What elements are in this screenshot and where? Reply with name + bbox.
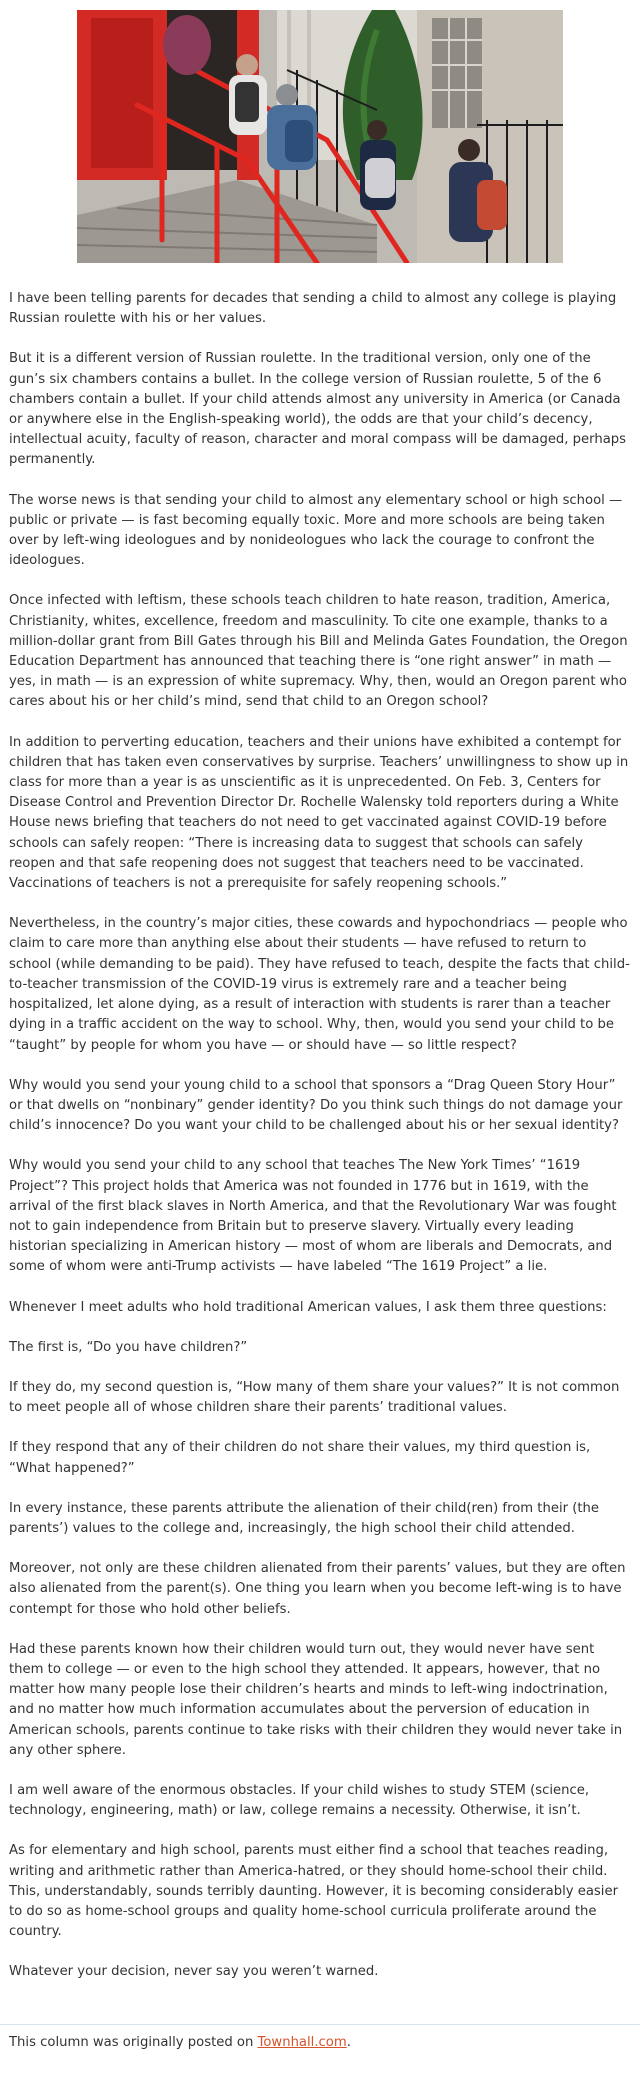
paragraph: The worse news is that sending your child to almost any elementary school or high school — public or private — is fast becoming equally toxic. More and more schools are being taken over by left-wing ideologues and by nonideologues who lack the courage to confront the ideologues. (9, 492, 623, 569)
paragraph: I am well aware of the enormous obstacles. If your child wishes to study STEM (science, technology, engineering, math) or law, college remains a necessity. Otherwise, it isn’t. (9, 1782, 590, 1819)
paragraph: In every instance, these parents attribute the alienation of their child(ren) from their (the parents’) values to the college and, increasingly, the high school their child attended. (9, 1500, 600, 1536)
article-body (9, 289, 631, 2073)
paragraph: Whenever I meet adults who hold traditional American values, I ask them three questions: (9, 1299, 607, 1315)
paragraph: As for elementary and high school, parents must either find a school that teaches reading, writing and arithmetic rather than America-hatred, or they should home-school their child. This, understandably, sounds terribly daunting. However, it is becoming considerably easier to do so as home-school groups and quality home-school curricula proliferate around the country. (9, 1843, 618, 1940)
schoolchildren-entering-school-photo (77, 10, 563, 263)
paragraph: I have been telling parents for decades that sending a child to almost any college is playing Russian roulette with his or her values. (9, 291, 617, 327)
paragraph: Had these parents known how their children would turn out, they would never have sent them to college — or even to the high school they attended. It appears, however, that no matter how many people lose their children’s hearts and minds to left-wing indoctrination, and no matter how much information accumulates about the perversion of education in American schools, parents continue to take risks with their children they would never take in any other sphere. (9, 1641, 623, 1758)
paragraph: The first is, “Do you have children?” (9, 1339, 248, 1355)
paragraph: In addition to perverting education, teachers and their unions have exhibited a contempt for children that has taken even conservatives by surprise. Teachers’ unwillingness to show up in class for more than a year is as unscientific as it is unprecedented. On Feb. 3, Centers for Disease Control and Prevention Director Dr. Rochelle Walensky told reporters during a White House news briefing that teachers do not need to get vaccinated against COVID-19 before schools can safely reopen: “There is increasing data to suggest that schools can safely reopen and that safe reopening does not suggest that teachers need to be vaccinated. Vaccinations of teachers is not a prerequisite for safely reopening schools.” (9, 734, 629, 892)
townhall-link[interactable]: Townhall.com (257, 2034, 347, 2050)
paragraph: If they do, my second question is, “How many of them share your values?” It is not common to meet people all of whose children share their parents’ traditional values. (9, 1379, 620, 1416)
paragraph: Whatever your decision, never say you weren’t warned. (9, 1964, 379, 1980)
hero-image (77, 10, 563, 263)
paragraph: Why would you send your child to any school that teaches The New York Times’ “1619 Project”? This project holds that America was not founded in 1776 but in 1619, with the arrival of the first black slaves in North America, and that the Revolutionary War was fought not to gain independence from Britain but to preserve slavery. Virtually every leading historian specializing in American history — most of whom are liberals and Democrats, and some of whom were anti-Trump activists — have labeled “The 1619 Project” a lie. (9, 1158, 617, 1275)
credit-suffix: . (346, 2034, 351, 2050)
paragraph: Moreover, not only are these children alienated from their parents’ values, but they are often also alienated from the parent(s). One thing you learn when you become left-wing is to have contempt for those who hold other beliefs. (9, 1561, 626, 1617)
credit-prefix: This column was originally posted on (9, 2034, 258, 2050)
source-credit (9, 2033, 631, 2053)
paragraph: But it is a different version of Russian roulette. In the traditional version, only one of the gun’s six chambers contains a bullet. In the college version of Russian roulette, 5 of the 6 chambers contain a bullet. If your child attends almost any university in America (or Canada or anywhere else in the English-speaking world), the odds are that your child’s decency, intellectual acuity, faculty of reason, character and moral compass will be damaged, perhaps permanently. (9, 351, 627, 468)
paragraph: Why would you send your young child to a school that sponsors a “Drag Queen Story Hour” or that dwells on “nonbinary” gender identity? Do you think such things do not damage your child’s innocence? Do you want your child to be challenged about his or her sexual identity? (9, 1077, 623, 1134)
paragraph: If they respond that any of their children do not share their values, my third question is, “What happened?” (9, 1440, 591, 1476)
footer-divider (0, 2024, 640, 2025)
paragraph: Nevertheless, in the country’s major cities, these cowards and hypochondriacs — people who claim to care more than anything else about their students — have refused to return to school (while demanding to be paid). They have refused to teach, despite the facts that child-to-teacher transmission of the COVID-19 virus is extremely rare and a teacher being hospitalized, let alone dying, as a result of interaction with students is rarer than a teacher dying in a traffic accident on the way to school. Why, then, would you send your child to be “taught” by people for whom you have — or should have — so little respect? (9, 916, 630, 1053)
paragraph: Once infected with leftism, these schools teach children to hate reason, tradition, America, Christianity, whites, excellence, freedom and masculinity. To cite one example, thanks to a million-dollar grant from Bill Gates through his Bill and Melinda Gates Foundation, the Oregon Education Department has announced that teaching there is “one right answer” in math — yes, in math — is an expression of white supremacy. Why, then, would an Oregon parent who cares about his or her child’s mind, send that child to an Oregon school? (9, 593, 628, 710)
